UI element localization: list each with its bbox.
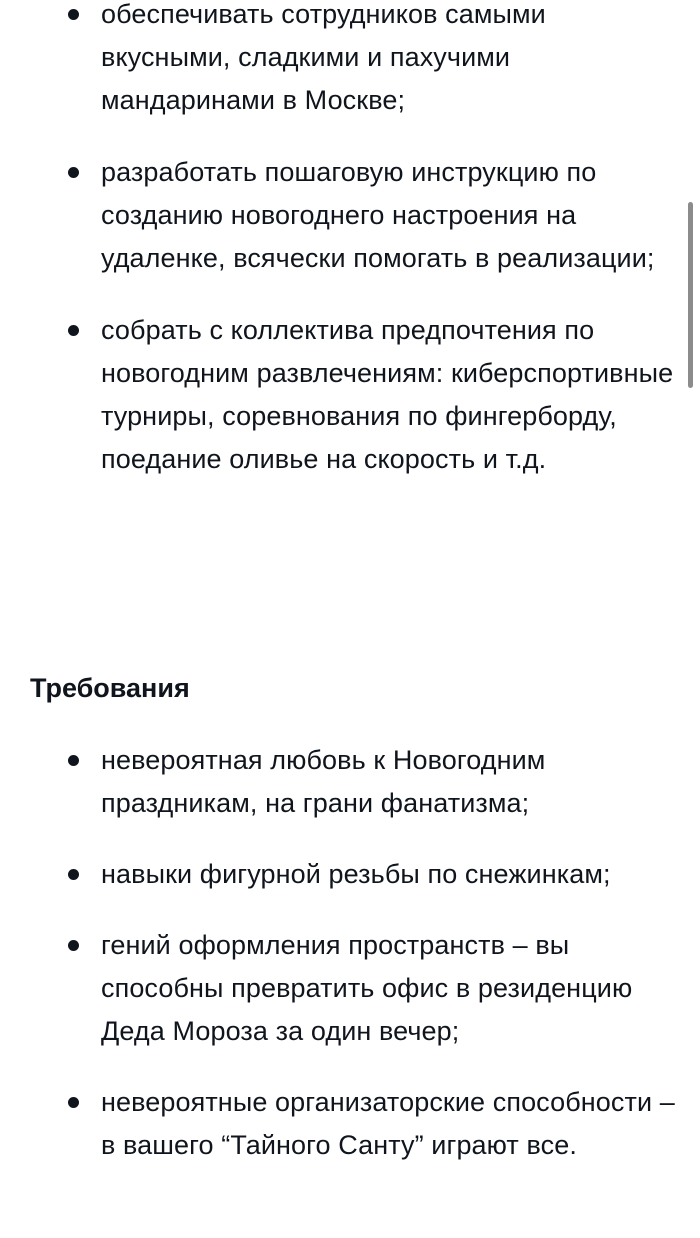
list-item — [0, 309, 700, 481]
bullet-icon — [68, 940, 79, 951]
bullet-icon — [68, 755, 79, 766]
responsibilities-list — [0, 0, 700, 510]
list-item — [0, 853, 700, 896]
list-item — [0, 1081, 700, 1167]
list-item-text: невероятная любовь к Новогодним праздникам, на грани фанатизма; — [101, 745, 546, 818]
list-item-text: невероятные организаторские способности – в вашего “Тайного Санту” играют все. — [101, 1087, 675, 1160]
bullet-icon — [68, 167, 79, 178]
requirements-list — [0, 739, 700, 1195]
bullet-icon — [68, 1097, 79, 1108]
list-item — [0, 0, 700, 122]
list-item-text: навыки фигурной резьбы по снежинкам; — [101, 859, 611, 889]
list-item-text: обеспечивать сотрудников самыми вкусными, сладкими и пахучими мандаринами в Москве; — [101, 0, 546, 115]
list-item — [0, 924, 700, 1053]
bullet-icon — [68, 325, 79, 336]
bullet-icon — [68, 869, 79, 880]
list-item-text: разработать пошаговую инструкцию по созданию новогоднего настроения на удаленке, всячески помогать в реализации; — [101, 157, 655, 273]
requirements-heading: Требования — [30, 673, 190, 703]
list-item-text: гений оформления пространств – вы способны превратить офис в резиденцию Деда Мороза за один вечер; — [101, 930, 633, 1046]
bullet-icon — [68, 9, 79, 20]
list-item — [0, 739, 700, 825]
list-item — [0, 151, 700, 280]
vertical-scrollbar[interactable] — [688, 202, 693, 388]
list-item-text: собрать с коллектива предпочтения по новогодним развлечениям: киберспортивные турниры, соревнования по фингерборду, поедание оливье на скорость и т.д. — [101, 315, 674, 474]
